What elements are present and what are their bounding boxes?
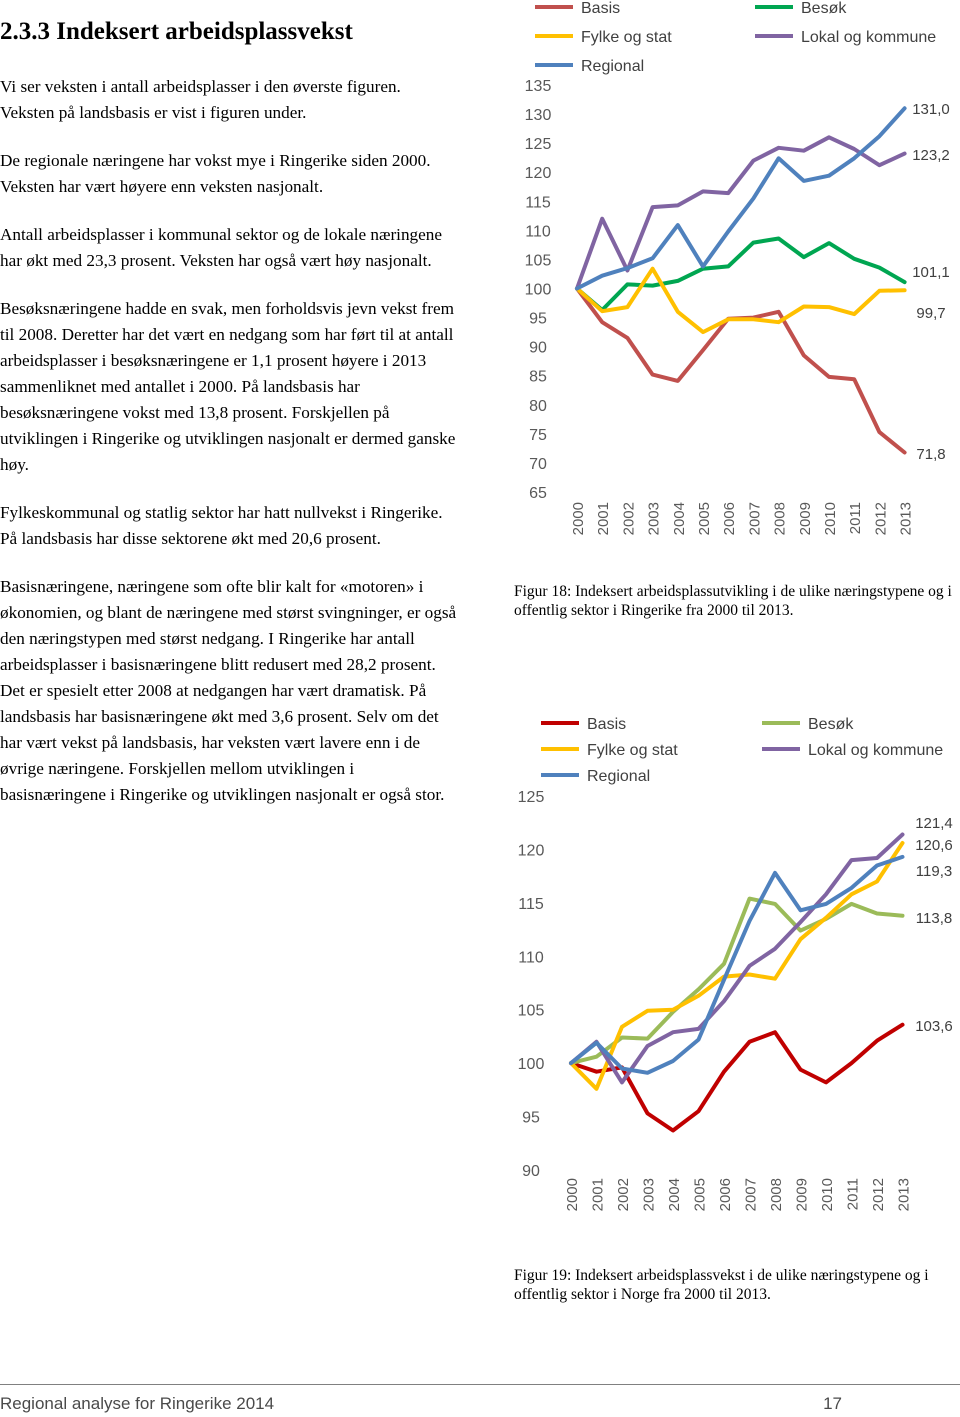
y-tick-label: 125 [517,789,545,806]
footer-divider [0,1384,960,1385]
data-label: 120,6 [915,837,953,854]
y-tick-label: 100 [517,1056,545,1074]
y-tick-label: 80 [529,397,547,415]
y-tick-label: 90 [529,339,547,357]
x-tick-label: 2009 [796,502,814,536]
x-tick-label: 2006 [721,502,739,536]
paragraph: Fylkeskommunal og statlig sektor har hatt nullvekst i Ringerike. På landsbasis har disse sektorene økt med 20,6 prosent. [0,503,443,548]
x-tick-label: 2011 [844,1178,862,1211]
y-tick-label: 100 [524,281,552,299]
x-tick-label: 2007 [746,502,764,536]
section-heading: 2.3.3 Indeksert arbeidsplassvekst [0,18,353,45]
y-tick-label: 110 [518,949,544,967]
x-tick-label: 2007 [742,1178,760,1212]
figure-19-chart [500,700,960,1230]
legend-label: Fylke og stat [587,742,678,759]
paragraph: Antall arbeidsplasser i kommunal sektor og de lokale næringene har økt med 23,3 prosent. Veksten har også vært høy nasjonalt. [0,225,442,270]
body-text [0,74,458,830]
legend-label: Lokal og kommune [801,29,937,46]
y-tick-label: 95 [529,310,547,328]
paragraph: Basisnæringene, næringene som ofte blir kalt for «motoren» i økonomien, og blant de næringene med størst svingninger, er også den næringstypen med størst nedgang. I Ringerike har antall arbeidsplasser i basisnæringene blitt redusert med 28,2 prosent. Det er spesielt etter 2008 at nedgangen har vært dramatisk. På landsbasis har basisnæringene økt med 3,6 prosent. Selv om det har vært vekst på landsbasis, har veksten vært lavere enn i de øvrige næringene. Forskjellen mellom utviklingen i basisnæringene i Ringerike og utviklingen nasjonalt er også stor. [0,577,457,804]
legend-label: Basis [587,716,627,733]
x-tick-label: 2004 [666,1178,683,1212]
x-tick-label: 2008 [771,502,789,536]
y-tick-label: 95 [522,1109,540,1127]
y-tick-label: 105 [517,1002,545,1020]
x-tick-label: 2004 [670,502,688,536]
y-tick-label: 75 [529,426,547,444]
y-tick-label: 135 [524,78,552,95]
legend-label: Besøk [801,0,847,17]
x-tick-label: 2005 [696,502,713,536]
x-tick-label: 2010 [819,1178,836,1212]
x-tick-label: 2012 [872,502,890,536]
data-label: 113,8 [915,910,953,927]
x-tick-label: 2000 [564,1178,581,1212]
x-tick-label: 2013 [895,1178,913,1212]
y-tick-label: 110 [525,223,551,241]
data-label: 71,8 [916,446,946,463]
legend-label: Fylke og stat [581,29,672,46]
y-tick-label: 105 [524,252,552,270]
x-tick-label: 2012 [870,1178,887,1212]
x-tick-label: 2005 [691,1178,709,1212]
y-tick-label: 65 [529,485,547,502]
y-tick-label: 90 [522,1163,540,1180]
paragraph: De regionale næringene har vokst mye i Ringerike siden 2000. Veksten har vært høyere enn veksten nasjonalt. [0,151,431,196]
data-label: 99,7 [916,305,946,322]
legend-label: Besøk [808,716,854,733]
figure-18-caption: Figur 18: Indeksert arbeidsplassutvikling i de ulike næringstypene og i offentlig sektor i Ringerike fra 2000 til 2013. [514,583,952,619]
paragraph: Besøksnæringene hadde en svak, men forholdsvis jevn vekst frem til 2008. Deretter har det vært en nedgang som har ført til at antall arbeidsplasser i besøksnæringene er 1,1 prosent høyere i 2013 sammenliknet med antallet i 2000. På landsbasis har besøksnæringene vokst med 13,8 prosent. Forskjellen på utviklingen i Ringerike og utviklingen nasjonalt er dermed ganske høy. [0,299,456,474]
data-label: 123,2 [912,147,950,164]
x-tick-label: 2003 [645,502,663,536]
y-tick-label: 115 [525,194,551,212]
footer-title: Regional analyse for Ringerike 2014 [0,1394,275,1413]
y-tick-label: 130 [524,107,552,125]
series-line-fylke-og-stat [571,843,903,1089]
data-label: 119,3 [915,863,953,880]
series-line-besøk [577,239,905,311]
y-tick-label: 120 [517,842,545,860]
data-label: 121,4 [915,815,953,832]
x-tick-label: 2003 [640,1178,658,1212]
x-tick-label: 2006 [717,1178,734,1212]
paragraph: Vi ser veksten i antall arbeidsplasser i den øverste figuren. Veksten på landsbasis er vist i figuren under. [0,77,401,122]
x-tick-label: 2011 [847,502,865,535]
data-label: 101,1 [912,264,950,281]
legend-label: Regional [581,58,645,75]
x-tick-label: 2008 [768,1178,785,1212]
y-tick-label: 115 [518,895,544,913]
y-tick-label: 70 [529,455,547,473]
series-line-lokal-og-kommune [571,835,903,1083]
y-tick-label: 120 [524,165,552,183]
series-line-fylke-og-stat [577,269,905,332]
legend-label: Lokal og kommune [808,742,944,759]
series-line-regional [577,108,905,288]
x-tick-label: 2010 [822,502,839,536]
legend-label: Regional [587,768,651,785]
data-label: 131,0 [912,101,950,118]
y-tick-label: 125 [524,136,552,154]
x-tick-label: 2001 [589,1178,607,1212]
page-number: 17 [823,1394,842,1413]
x-tick-label: 2001 [595,502,613,536]
y-tick-label: 85 [529,368,547,386]
x-tick-label: 2000 [570,502,587,536]
x-tick-label: 2002 [615,1178,632,1212]
data-label: 103,6 [915,1018,953,1035]
figure-18-chart [500,0,960,560]
figure-19-caption: Figur 19: Indeksert arbeidsplassvekst i de ulike næringstypene og i offentlig sektor i Norge fra 2000 til 2013. [514,1267,929,1303]
legend-label: Basis [581,0,621,17]
x-tick-label: 2002 [620,502,638,536]
x-tick-label: 2013 [897,502,915,536]
x-tick-label: 2009 [793,1178,811,1212]
